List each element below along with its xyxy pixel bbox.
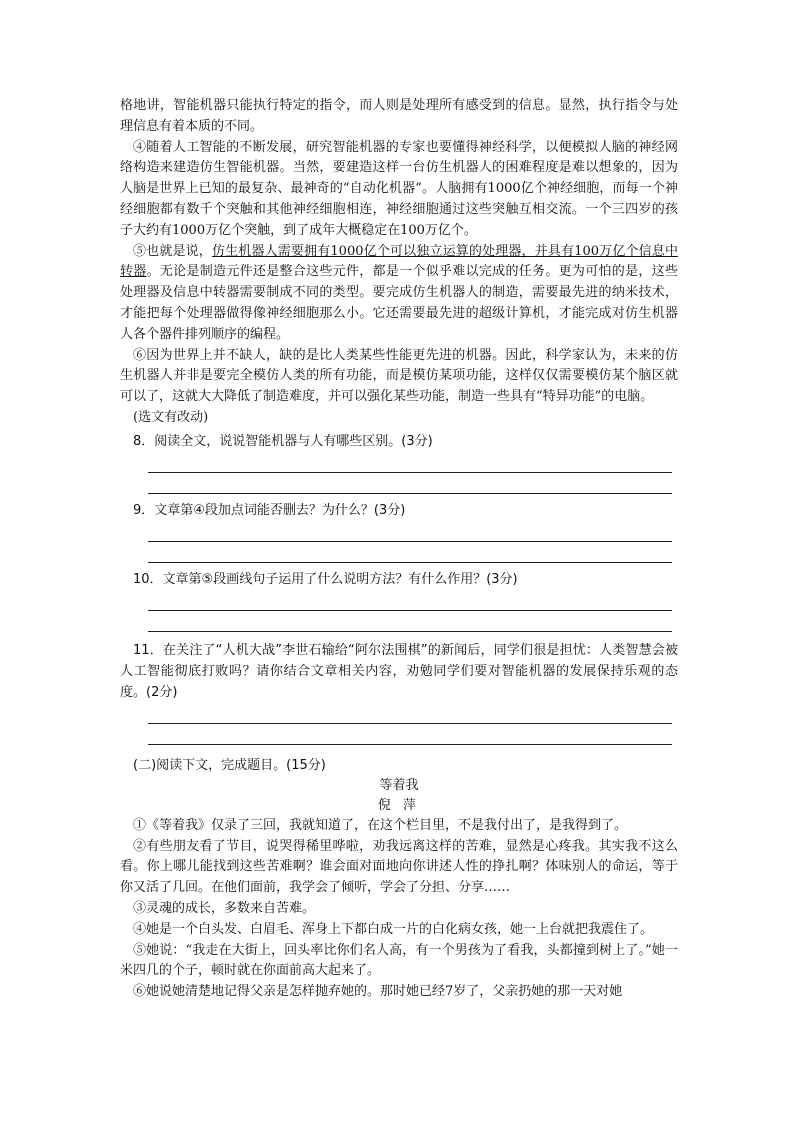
underlined-sentence: 仿生机器人需要拥有1000亿个可以独立运算的处理器，并具有100万亿个信息中转器 xyxy=(120,243,678,280)
answer-line[interactable] xyxy=(148,611,672,632)
article-paragraph-1: ①《等着我》仅录了三回，我就知道了，在这个栏目里，不是我付出了，是我得到了。 xyxy=(133,817,628,833)
passage-paragraph-5 xyxy=(120,242,678,346)
article-paragraph-3: ③灵魂的成长，多数来自苦难。 xyxy=(133,900,316,916)
answer-line[interactable] xyxy=(148,452,672,473)
answer-line[interactable] xyxy=(148,521,672,542)
answer-line[interactable] xyxy=(148,703,672,724)
p5-suffix: 。无论是制造元件还是整合这些元件，都是一个似乎难以完成的任务。更为可怕的是，这些处理器及信息中转器需要制成不同的类型。要完成仿生机器人的制造，需要最先进的纳米技术，才能把每个处理器做得像神经细胞那么小。它还需要最先进的超级计算机，才能完成对仿生机器人各个器件排列顺序的编程。 xyxy=(120,264,678,342)
p5-prefix: ⑤也就是说， xyxy=(133,243,212,259)
question-11: 11．在关注了“人机大战”李世石输给“阿尔法围棋”的新闻后，同学们很是担忧：人类智慧会被人工智能彻底打败吗？请你结合文章相关内容，劝勉同学们要对智能机器的发展保持乐观的态度。(2分) xyxy=(120,642,678,700)
article-paragraph-4: ④她是一个白头发、白眉毛、浑身上下都白成一片的白化病女孩，她一上台就把我震住了。 xyxy=(133,921,654,937)
passage-paragraph-4: ④随着人工智能的不断发展，研究智能机器的专家也要懂得神经科学，以便模拟人脑的神经网络构造来建造仿生智能机器。当然，要建造这样一台仿生机器人的困难程度是难以想象的，因为人脑是世界上已知的最复杂、最神奇的“自动化机器”。人脑拥有1000亿个神经细胞，而每一个神经细胞都有数千个突触和其他神经细胞相连，神经细胞通过这些突触互相交流。一个三四岁的孩子大约有1000万亿个突触，到了成年大概稳定在100万亿个。 xyxy=(120,139,678,238)
answer-line[interactable] xyxy=(148,590,672,611)
document-page xyxy=(120,96,678,1003)
article-author: 倪 萍 xyxy=(377,797,421,813)
article-paragraph-6: ⑥她说她清楚地记得父亲是怎样抛弃她的。那时她已经7岁了，父亲扔她的那一天对她 xyxy=(133,984,623,1000)
section-heading: (二)阅读下文，完成题目。(15分) xyxy=(133,757,326,773)
passage-paragraph-6: ⑥因为世界上并不缺人，缺的是比人类某些性能更先进的机器。因此，科学家认为，未来的仿生机器人并非是要完全模仿人类的所有功能，而是模仿某项功能，这样仅仅需要模仿某个脑区就可以了，这就大大降低了制造难度，并可以强化某些功能，制造一些具有“特异功能”的电脑。 xyxy=(120,347,678,405)
answer-line[interactable] xyxy=(148,542,672,563)
source-note: (选文有改动) xyxy=(133,409,209,425)
answer-line[interactable] xyxy=(148,724,672,745)
question-8: 8．阅读全文，说说智能机器与人有哪些区别。(3分) xyxy=(133,433,433,449)
answer-line[interactable] xyxy=(148,473,672,494)
article-title: 等着我 xyxy=(379,777,419,793)
question-10: 10．文章第⑤段画线句子运用了什么说明方法？有什么作用？(3分) xyxy=(133,571,518,587)
question-9: 9．文章第④段加点词能否删去？为什么？(3分) xyxy=(133,502,406,518)
article-paragraph-5: ⑤她说：“我走在大街上，回头率比你们名人高，有一个男孩为了看我，头都撞到树上了。”她一米四几的个子，顿时就在你面前高大起来了。 xyxy=(120,942,678,979)
passage-paragraph-continued: 格地讲，智能机器只能执行特定的指令，而人则是处理所有感受到的信息。显然，执行指令与处理信息有着本质的不同。 xyxy=(120,98,678,134)
article-paragraph-2: ②有些朋友看了节目，说哭得稀里哗啦，劝我远离这样的苦难，显然是心疼我。其实我不这么看。你上哪儿能找到这些苦难啊？谁会面对面地向你讲述人性的挣扎啊？体味别人的命运，等于你又活了几回。在他们面前，我学会了倾听，学会了分担、分享…… xyxy=(120,838,678,896)
